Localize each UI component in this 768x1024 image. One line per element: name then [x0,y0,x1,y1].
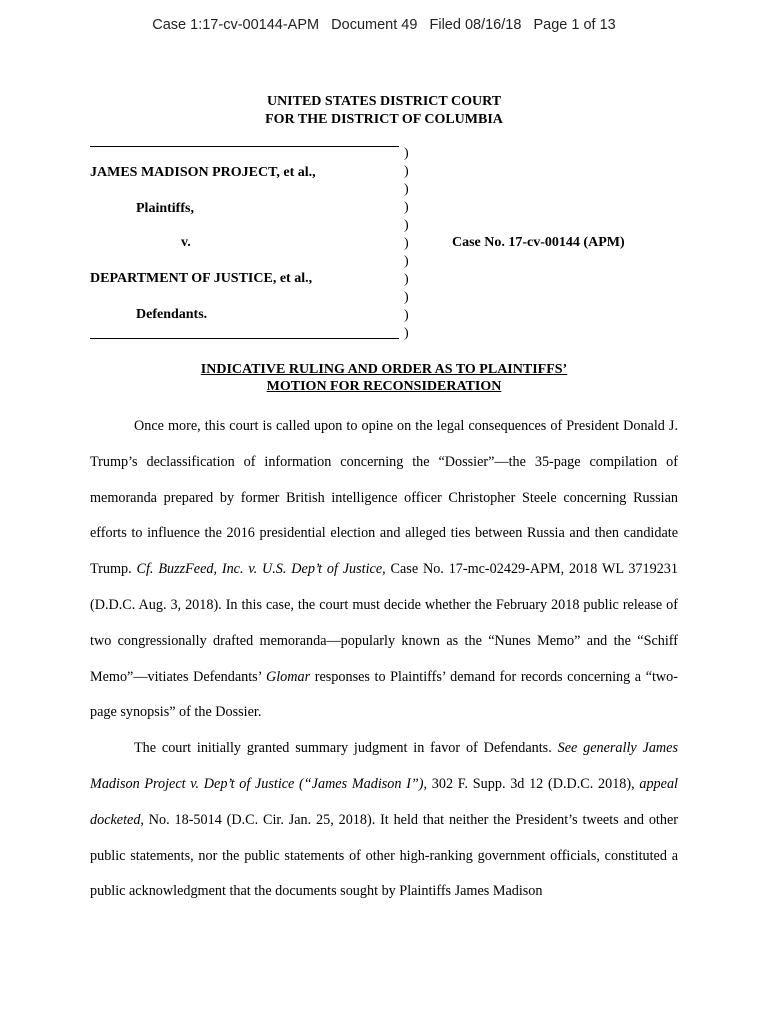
plaintiff-name: JAMES MADISON PROJECT, et al., [90,165,316,180]
document-body [90,409,678,910]
title-line-2: MOTION FOR RECONSIDERATION [266,379,502,394]
paren: ) [404,254,409,269]
versus-label: v. [181,235,191,250]
text-run: , Case No. 17-mc-02429-APM, 2018 WL 3719231 (D.D.C. Aug. 3, 2018). In this case, the court must decide whether the February 2018 public release of two congressionally drafted memoranda—popularly known as the “Nunes Memo” and the “Schiff Memo”—vitiates Defendants’ [90,561,678,685]
paren: ) [404,182,409,197]
caption-top-rule [90,146,399,147]
defendant-name: DEPARTMENT OF JUSTICE, et al., [90,271,313,286]
caption-parentheses [404,145,409,343]
paren: ) [404,272,409,287]
plaintiff-role: Plaintiffs, [136,201,194,216]
paragraph-2 [90,731,678,910]
ecf-header-stamp: Case 1:17-cv-00144-APM Document 49 Filed 08/16/18 Page 1 of 13 [152,17,616,33]
paren: ) [404,326,409,341]
paren: ) [404,236,409,251]
text-run: , 302 F. Supp. 3d 12 (D.D.C. 2018), [423,775,640,792]
caption-bottom-rule [90,338,399,339]
paren: ) [404,164,409,179]
text-run: Once more, this court is called upon to opine on the legal consequences of President Donald J. Trump’s declassification of information concerning the “Dossier”—the 35-page compilation of memoranda prepared by former British intelligence officer Christopher Steele concerning Russian efforts to influence the 2016 presidential election and alleged ties between Russia and then candidate Trump. [90,418,678,578]
paren: ) [404,146,409,161]
title-line-1: INDICATIVE RULING AND ORDER AS TO PLAINTIFFS’ [200,362,568,377]
appeal-docketed-term: appeal docketed [90,775,678,828]
paren: ) [404,200,409,215]
paren: ) [404,218,409,233]
paren: ) [404,308,409,323]
text-run: , No. 18-5014 (D.C. Cir. Jan. 25, 2018). It held that neither the President’s tweets and other public statements, nor the public statements of other high-ranking government officials, constituted a public acknowledgment that the documents sought by Plaintiffs James Madison [90,811,678,900]
case-number: Case No. 17-cv-00144 (APM) [452,235,625,250]
paragraph-1 [90,409,678,731]
text-run: responses to Plaintiffs’ demand for records concerning a “two-page synopsis” of the Dossier. [90,668,678,721]
court-district: FOR THE DISTRICT OF COLUMBIA [265,112,503,127]
text-run: The court initially granted summary judgment in favor of Defendants. [134,740,558,757]
case-citation: See generally James Madison Project v. Dep’t of Justice (“James Madison I”) [90,740,678,792]
glomar-term: Glomar [265,668,311,685]
case-citation: Cf. BuzzFeed, Inc. v. U.S. Dep’t of Justice [136,561,383,578]
paren: ) [404,290,409,305]
court-heading [0,93,768,129]
court-name: UNITED STATES DISTRICT COURT [266,94,502,109]
document-title [0,361,768,395]
defendant-role: Defendants. [136,307,208,322]
